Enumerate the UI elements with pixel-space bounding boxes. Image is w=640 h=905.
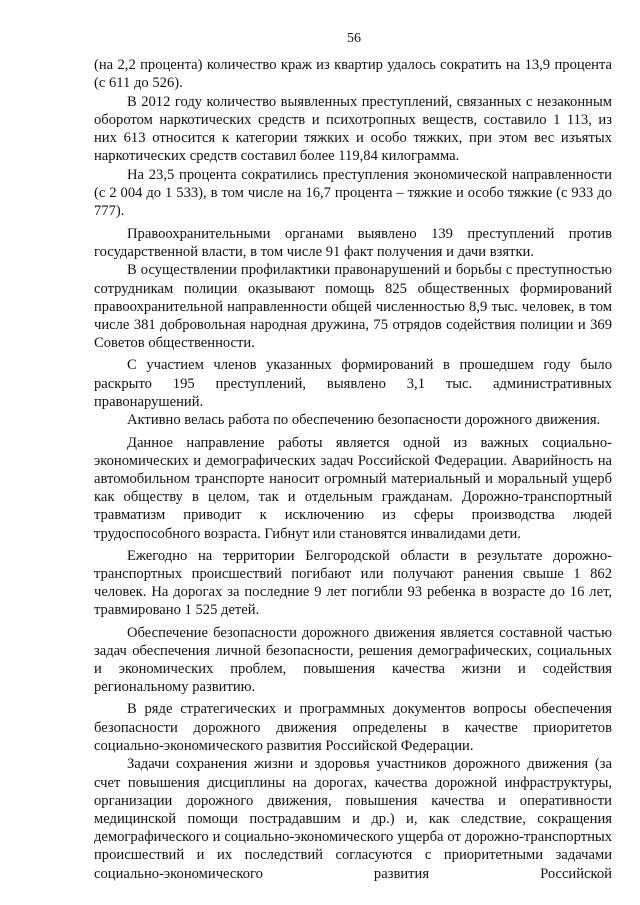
paragraph-9: Ежегодно на территории Белгородской области в результате дорожно-транспортных происшествий погибают или получают ранения свыше 1 862 человек. На дорогах за последние 9 лет погибли 93 ребенка в возрасте до 16 лет, травмировано 1 525 детей. [94, 547, 612, 619]
paragraph-12: Задачи сохранения жизни и здоровья участников дорожного движения (за счет повышения дисциплины на дорогах, качества дорожной инфраструктуры, организации дорожного движения, повышения качества и оперативности медицинской помощи пострадавшим и др.) и, как следствие, сокращения демографического и социально-экономического ущерба от дорожно-транспортных происшествий и их последствий согласуются с приоритетными задачами социально-экономического развития Российской [94, 756, 612, 882]
paragraph-2: В 2012 году количество выявленных преступлений, связанных с незаконным оборотом наркотических средств и психотропных веществ, составило 1 113, из них 613 относится к категории тяжких и особо тяжких, при этом вес изъятых наркотических средств составил более 119,84 килограмма. [94, 93, 612, 165]
paragraph-6: С участием членов указанных формирований в прошедшем году было раскрыто 195 преступлений, выявлено 3,1 тыс. административных правонарушений. [94, 357, 612, 410]
paragraph-4: Правоохранительными органами выявлено 139 преступлений против государственной власти, в том числе 91 факт получения и дачи взятки. [94, 225, 612, 260]
paragraph-7: Активно велась работа по обеспечению безопасности дорожного движения. [127, 412, 601, 429]
paragraph-1: (на 2,2 процента) количество краж из квартир удалось сократить на 13,9 процента (с 611 до 526). [94, 57, 612, 92]
paragraph-5: В осуществлении профилактики правонарушений и борьбы с преступностью сотрудникам полиции оказывают помощь 825 общественных формирований правоохранительной направленности общей численностью 8,9 тыс. человек, в том числе 381 добровольная народная дружина, 75 отрядов содействия полиции и 369 Советов общественности. [94, 262, 612, 352]
paragraph-8: Данное направление работы является одной из важных социально-экономических и демографических задач Российской Федерации. Аварийность на автомобильном транспорте наносит огромный материальный и моральный ущерб как обществу в целом, так и отдельным гражданам. Дорожно-транспортный травматизм приводит к исключению из сферы производства людей трудоспособного возраста. Гибнут или становятся инвалидами дети. [94, 434, 612, 542]
paragraph-10: Обеспечение безопасности дорожного движения является составной частью задач обеспечения личной безопасности, решения демографических, социальных и экономических проблем, повышения качества жизни и содействия региональному развитию. [94, 624, 612, 696]
paragraph-11: В ряде стратегических и программных документов вопросы обеспечения безопасности дорожного движения определены в качестве приоритетов социально-экономического развития Российской Федерации. [94, 701, 612, 754]
paragraph-3: На 23,5 процента сократились преступления экономической направленности (с 2 004 до 1 533), в том числе на 16,7 процента – тяжкие и особо тяжкие (с 933 до 777). [94, 167, 612, 220]
page-number: 56 [347, 31, 361, 46]
